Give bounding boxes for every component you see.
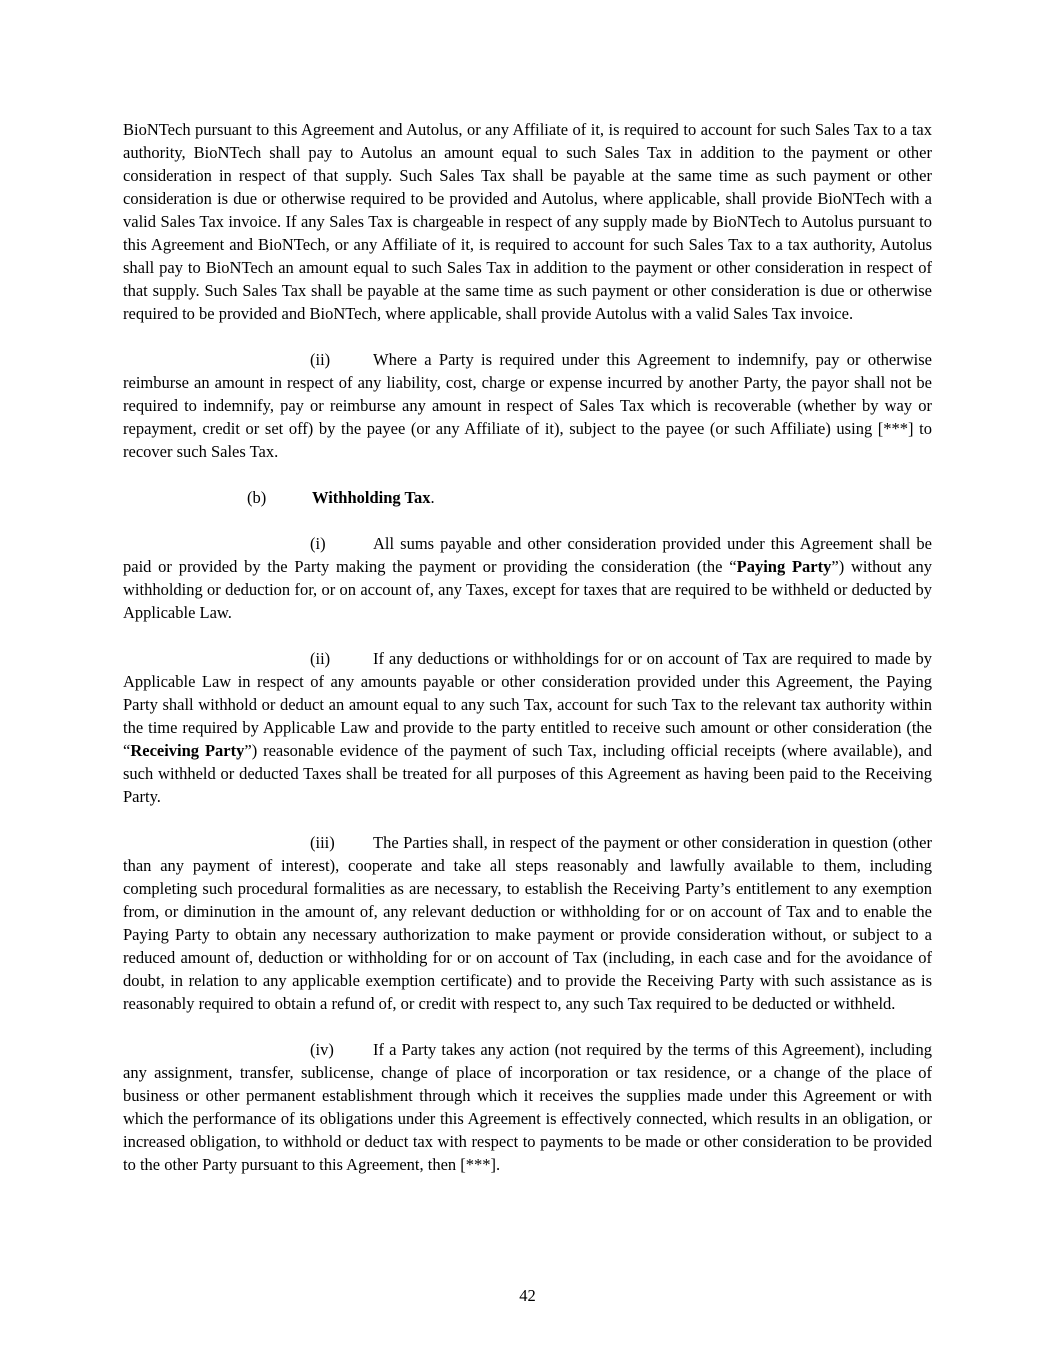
paragraph-sales-tax-ii — [123, 348, 932, 463]
defined-term-receiving-party: Receiving Party — [130, 741, 245, 760]
clause-text: ”) without any withholding or deduction for, or on account of, any Taxes, except for taxes that are required to be withheld or deducted by Applicable Law. — [123, 557, 933, 622]
clause-text: The Parties shall, in respect of the payment or other consideration in question (other than any payment of interest), cooperate and take all steps reasonably and lawfully available to them, including completing such procedural formalities as are necessary, to establish the Receiving Party’s entitlement to any exemption from, or diminution in the amount of, any relevant deduction or withholding for or on account of Tax and to enable the Paying Party to obtain any necessary authorization to make payment or provide consideration without, or subject to a reduced amount of, deduction or withholding for or on account of Tax (including, in each case and for the avoidance of doubt, in relation to any applicable exemption certificate) and to provide the Receiving Party with such assistance as is reasonably required to obtain a refund of, or credit with respect to, any such Tax required to be deducted or withheld. — [123, 833, 932, 1013]
clause-label: (iii) — [310, 833, 335, 852]
clause-text: If a Party takes any action (not required by the terms of this Agreement), including any assignment, transfer, sublicense, change of place of incorporation or tax residence, or a change of the place of business or other permanent establishment through which it receives the supplies made under this Agreement or with which the performance of its obligations under this Agreement is effectively connected, which results in an obligation, or increased obligation, to withhold or deduct tax with respect to payments to be made or other consideration to be provided to the other Party pursuant to this Agreement, then [***]. — [123, 1040, 932, 1174]
page-body — [123, 118, 932, 1176]
clause-label: (iv) — [310, 1040, 334, 1059]
page-number: 42 — [519, 1286, 536, 1305]
paragraph-withholding-iv — [123, 1038, 932, 1176]
heading-title: Withholding Tax — [312, 488, 431, 507]
clause-text: If any deductions or withholdings for or on account of Tax are required to made by Applicable Law in respect of any amounts payable or other consideration provided under this Agreement, the Paying Party shall withhold or deduct an amount equal to any such Tax, account for such Tax to the relevant tax authority within the time required by Applicable Law and provide to the party entitled to receive such amount or other consideration (the “ — [123, 649, 932, 760]
clause-label: (i) — [310, 534, 326, 553]
paragraph-withholding-i — [123, 532, 932, 624]
clause-text: All sums payable and other consideration provided under this Agreement shall be paid or provided by the Party making the payment or providing the consideration (the “ — [123, 534, 932, 576]
clause-label: (ii) — [310, 649, 331, 668]
heading-period: . — [430, 488, 435, 507]
clause-text: ”) reasonable evidence of the payment of such Tax, including official receipts (where available), and such withheld or deducted Taxes shall be treated for all purposes of this Agreement as having been paid to the Receiving Party. — [123, 741, 932, 806]
clause-text: Where a Party is required under this Agreement to indemnify, pay or otherwise reimburse an amount in respect of any liability, cost, charge or expense incurred by another Party, the payor shall not be required to indemnify, pay or reimburse any amount in respect of Sales Tax which is recoverable (whether by way or repayment, credit or set off) by the payee (or any Affiliate of it), subject to the payee (or such Affiliate) using [***] to recover such Sales Tax. — [123, 350, 932, 461]
defined-term-paying-party: Paying Party — [736, 557, 832, 576]
paragraph-withholding-ii — [123, 647, 932, 808]
clause-label: (ii) — [310, 350, 331, 369]
clause-label: (b) — [247, 488, 267, 507]
clause-text: BioNTech pursuant to this Agreement and Autolus, or any Affiliate of it, is required to account for such Sales Tax to a tax authority, BioNTech shall pay to Autolus an amount equal to such Sales Tax in addition to the payment or other consideration in respect of that supply. Such Sales Tax shall be payable at the same time as such payment or other consideration is due or otherwise required to be provided and Autolus, where applicable, shall provide BioNTech with a valid Sales Tax invoice. If any Sales Tax is chargeable in respect of any supply made by BioNTech to Autolus pursuant to this Agreement and BioNTech, or any Affiliate of it, is required to account for such Sales Tax to a tax authority, Autolus shall pay to BioNTech an amount equal to such Sales Tax in addition to the payment or other consideration in respect of that supply. Such Sales Tax shall be payable at the same time as such payment or other consideration is due or otherwise required to be provided and BioNTech, where applicable, shall provide Autolus with a valid Sales Tax invoice. — [123, 120, 932, 323]
heading-withholding-tax — [123, 486, 932, 509]
paragraph-withholding-iii — [123, 831, 932, 1015]
paragraph-sales-tax-continuation — [123, 118, 932, 325]
